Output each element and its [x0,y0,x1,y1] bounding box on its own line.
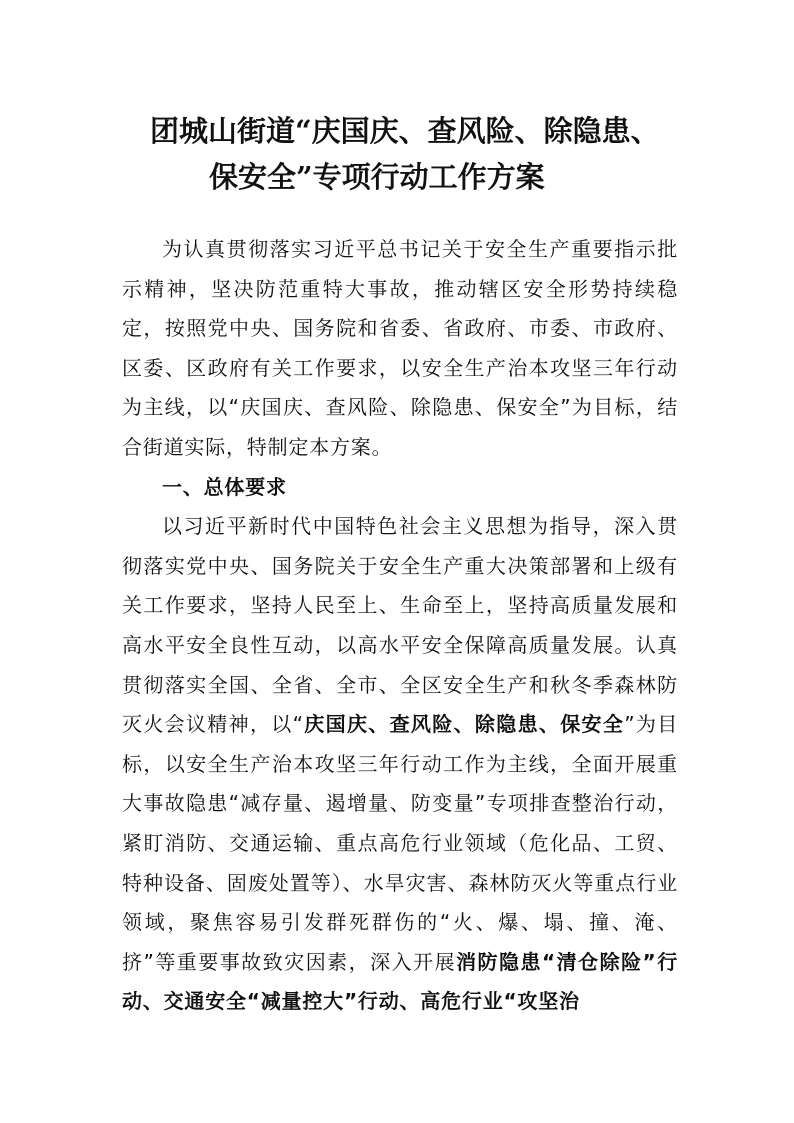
title-line-2: 保安全”专项行动工作方案 [209,160,545,194]
paragraph-text-part-1: 以习近平新时代中国特色社会主义思想为指导，深入贯彻落实党中央、国务院关于安全生产重大决策部署和上级有关工作要求，坚持人民至上、生命至上，坚持高质量发展和高水平安全良性互动，以高水平安全保障高质量发展。认真贯彻落实全国、全省、全市、全区安全生产和秋冬季森林防灭火会议精神，以“ [122,514,678,737]
overall-requirements-paragraph [122,507,678,1022]
document-title [0,108,794,200]
intro-paragraph: 为认真贯彻落实习近平总书记关于安全生产重要指示批示精神，坚决防范重特大事故，推动辖区安全形势持续稳定，按照党中央、国务院和省委、省政府、市委、市政府、区委、区政府有关工作要求，以安全生产治本攻坚三年行动为主线，以“庆国庆、查风险、除隐患、保安全”为目标，结合街道实际，特制定本方案。 [122,237,678,459]
bold-action-names: 消防隐患“清仓除险”行动、交通安全“减量控大”行动、高危行业“攻坚治 [122,949,678,1014]
document-body [122,230,678,1022]
bold-goal-phrase: 庆国庆、查风险、除隐患、保安全 [303,712,625,737]
paragraph-text-part-2: ”为目标，以安全生产治本攻坚三年行动工作为主线，全面开展重大事故隐患“减存量、遏增量、防变量”专项排查整治行动，紧盯消防、交通运输、重点高危行业领域（危化品、工贸、特种设备、固废处置等）、水旱灾害、森林防灭火等重点行业领域，聚焦容易引发群死群伤的“火、爆、塌、撞、淹、挤”等重要事故致灾因素，深入开展 [122,712,679,974]
title-line-1: 团城山街道“庆国庆、查风险、除隐患、 [150,114,660,148]
section-heading-overall-requirements: 一、总体要求 [162,474,287,499]
